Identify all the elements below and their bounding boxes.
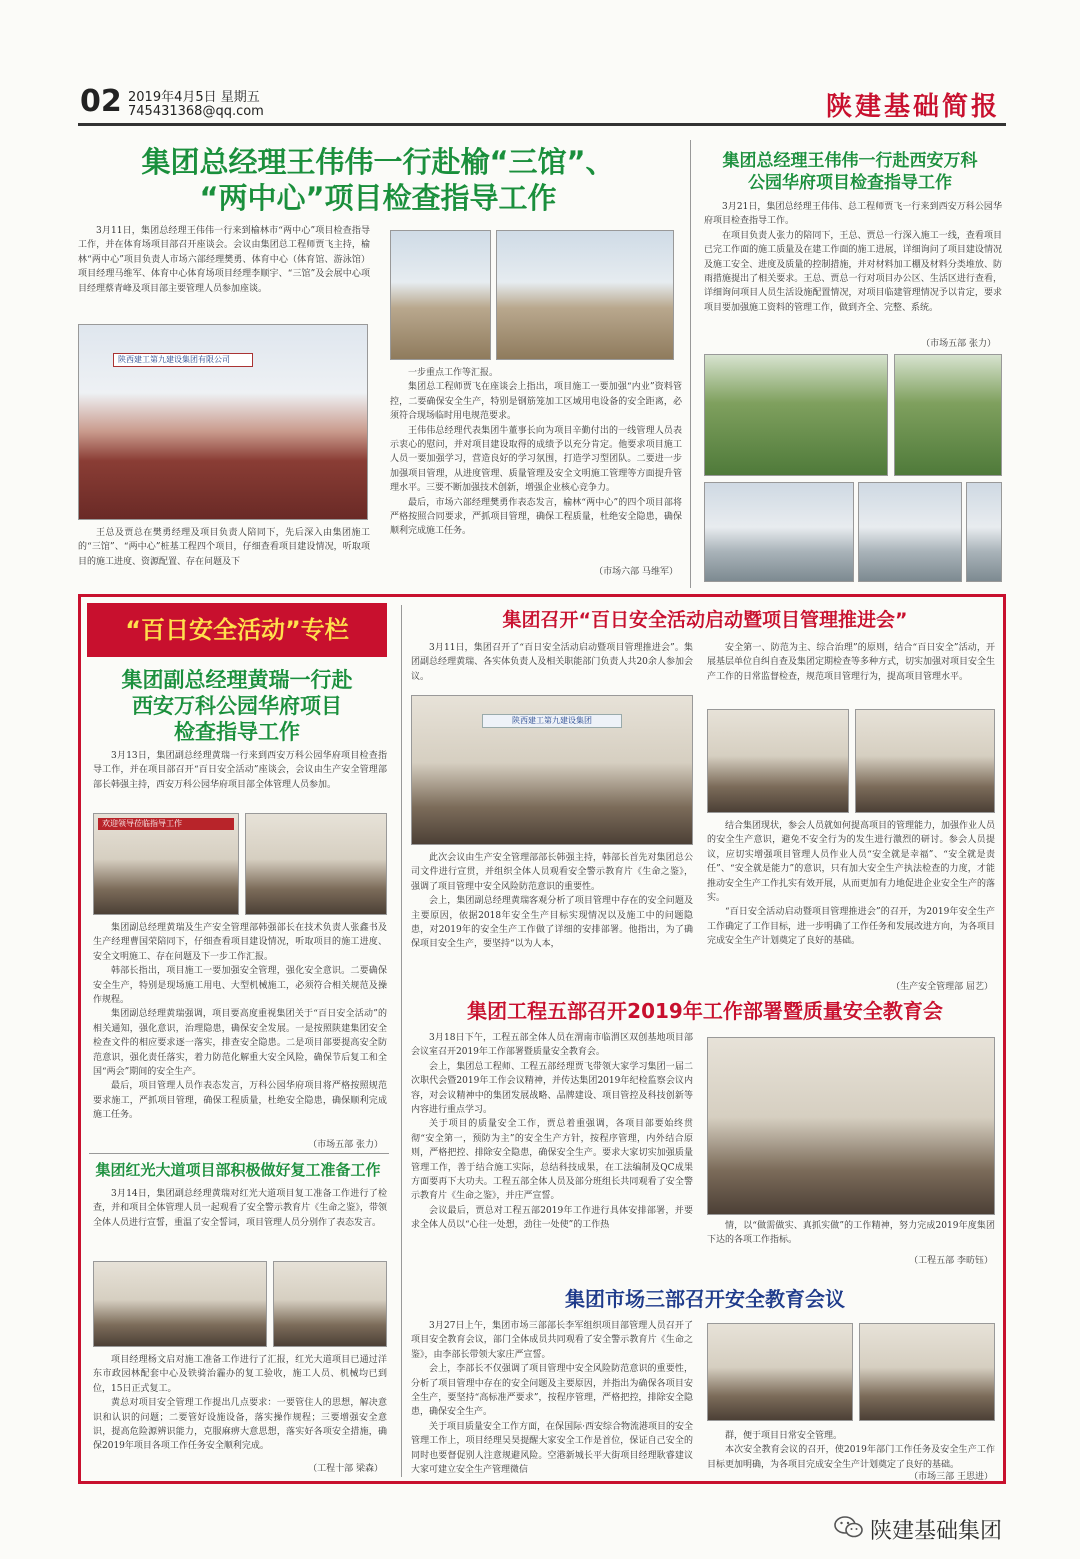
meeting-photo [707, 1037, 995, 1215]
divider [89, 1153, 389, 1154]
page-header [78, 78, 1006, 126]
meeting-photo [245, 813, 387, 915]
article-text: 项目经理杨文启对施工准备工作进行了汇报，红光大道项目已通过洋东市政园林配套中心及铁骑治霾办的复工验收，施工人员、机械均已到位，15日正式复工。 黄总对项目安全管理工作提出几点要求：一要管住人的思想，解决意识和认识的问题；二要管好设施设备，落实操作规程；三要增强安全意识，提高危险源辨识能力，克服麻痹大意思想，落实好各项安全措施，确保2019年项目各项工作任务安全顺利完成。 [93, 1355, 387, 1452]
article-text-right: 一步重点工作等汇报。 集团总工程师贾飞在座谈会上指出，项目施工一要加强“内业”资料管控，二要确保安全生产，特别是钢筋笼加工区域用电设备的安全距离，必须符合现场临时用电规范要求。 王伟伟总经理代表集团牛董事长向为项目辛勤付出的一线管理人员表示衷心的慰问，并对项目建设取得的成绩予以充分肯定。他要求项目施工人员一要加强学习，营造良好的学习氛围，打造学习型团队。二要进一步加强项目管理，从进度管理、质量管理及安全文明施工管理等方面提升管理水平。三要不断加强技术创新，增强企业核心竞争力。 最后，市场六部经理樊勇作表态发言，榆林“两中心”的四个项目部将严格按照合同要求，严抓项目管理，确保工程质量，杜绝安全隐患，确保顺利完成施工任务。 [390, 368, 682, 537]
byline: （工程十部 梁森） [308, 1464, 383, 1474]
article-text: 集团副总经理黄瑞及生产安全管理部韩强部长在技术负责人张鑫书及生产经理曹国荣陪同下，仔细查看项目建设情况，听取项目的施工进度、安全文明施工、存在问题及下一步工作汇报。 韩部长指出，项目施工一要加强安全管理，强化安全意识。二要确保安全生产，特别是现场施工用电、大型机械施工，必须符合相关规范及操作规程。 集团副总经理黄瑞强调，项目要高度重视集团关于“百日安全活动”的相关通知，强化意识，治理隐患，确保安全发展。一是按照陕建集团安全检查文件的相应要求逐一落实，排查安全隐患。二是项目部要提高安全防范意识，强化责任落实，着力防范化解重大安全风险，确保节后复工和全国“两会”期间的安全生产。 最后，项目管理人员作表态发言，万科公园华府项目将严格按照规范要求施工，严抓项目管理，确保工程质量，杜绝安全隐患，确保顺利完成施工任务。 [93, 923, 387, 1121]
site-office-photo [858, 482, 962, 582]
site-inspection-photo [894, 354, 1002, 476]
article-title: 集团工程五部召开2019年工作部署暨质量安全教育会 [467, 999, 943, 1023]
site-photo [390, 230, 491, 360]
article-text-right: 结合集团现状，参会人员就如何提高项目的管理能力，加强作业人员的安全生产意识，避免不安全行为的发生进行激烈的研讨。参会人员提议，应切实增强项目管理人员作业人员“安全就是幸福”、“安全就是责任”、“安全就是能力”的意识，只有加大安全生产执法检查的力度，才能推动安全生产工作扎实有效开展，从而更加有力地促进企业安全生产的落实。 “百日安全活动启动暨项目管理推进会”的召开，为2019年安全生产工作确定了工作目标，进一步明确了工作任务和发展改进方向，为各项目完成安全生产计划奠定了良好的基础。 [707, 821, 995, 947]
site-office-photo [704, 482, 854, 582]
meeting-photo [273, 1261, 387, 1347]
company-banner: 陕西建工第九建设集团 [482, 714, 622, 728]
meeting-photo [93, 813, 239, 915]
site-office-photo [966, 482, 1002, 582]
byline: （市场五部 张力） [308, 1140, 383, 1150]
byline: （市场三部 王思进） [909, 1472, 993, 1482]
byline: （工程五部 李昉钰） [909, 1256, 993, 1266]
column-divider [401, 605, 402, 1477]
contact-email[interactable]: 745431368@qq.com [128, 104, 264, 119]
site-photo [496, 230, 674, 360]
page-number: 02 [80, 84, 122, 119]
masthead: 陕建基础简报 [825, 92, 1000, 122]
newspaper-page [78, 78, 1006, 1484]
issue-date: 2019年4月5日 星期五 [128, 90, 260, 105]
meeting-photo [859, 1323, 995, 1421]
meeting-photo [707, 1323, 853, 1421]
article-text-left: 王总及贾总在樊勇经理及项目负责人陪同下，先后深入由集团施工的“三馆”、“两中心”桩基工程四个项目，仔细查看项目建设情况，听取项目的施工进度、资源配置、存在问题及下 [78, 528, 370, 567]
wechat-account-name: 陕建基础集团 [870, 1519, 1003, 1544]
article-title: 集团总经理王伟伟一行赴西安万科 公园华府项目检查指导工作 [722, 151, 978, 193]
article-text: 3月21日，集团总经理王伟伟、总工程师贾飞一行来到西安万科公园华府项目检查指导工作。 在项目负责人张力的陪同下，王总、贾总一行深入施工一线，查看项目已完工作面的施工质量及在建工作面的施工进展，详细询问了项目建设情况及施工安全、进度及质量的控制措施，并对材料加工棚及材料分类堆放、防雨措施提出了相关要求。王总、贾总一行对项目办公区、生活区进行查看，详细询问项目人员生活设施配置情况，对项目临建管理情况予以肯定，要求项目要加强施工资料的管理工作，做到齐全、完整、系统。 [704, 202, 1002, 313]
article-intro: 3月11日，集团总经理王伟伟一行来到榆林市“两中心”项目检查指导工作，并在体育场项目部召开座谈会。会议由集团总工程师贾飞主持，榆林“两中心”项目负责人市场六部经理樊勇、体育中心（体育馆、游泳馆）项目经理马维军、体育中心体育场项目经理李顺宇、“三馆”及会展中心项目经理蔡青峰及项目部主要管理人员参加座谈。 [78, 226, 370, 294]
article-intro: 3月13日，集团副总经理黄瑞一行来到西安万科公园华府项目检查指导工作，并在项目部召开“百日安全活动”座谈会，会议由生产安全管理部部长韩强主持，西安万科公园华府项目部全体管理人员参加。 [93, 751, 387, 790]
article-tail: 群，便于项目日常安全管理。 本次安全教育会议的召开，使2019年部门工作任务及安全生产工作目标更加明确，为各项目完成安全生产计划奠定了良好的基础。 [707, 1431, 995, 1470]
article-title: 集团总经理王伟伟一行赴榆“三馆”、 “两中心”项目检查指导工作 [141, 145, 615, 215]
meeting-photo [855, 709, 995, 813]
article-text: 3月27日上午，集团市场三部部长李军组织项目部管理人员召开了项目安全教育会议，部门全体成员共同观看了安全警示教育片《生命之鉴》，由李部长带领大家庄严宣誓。 会上，李部长不仅强调了项目管理中安全风险防范意识的重要性，分析了项目管理中存在的安全问题及主要原因，并指出为确保各项目安全生产，要坚持“高标准严要求”，按程序管理，严格把控，排除安全隐患，确保安全生产。 关于项目质量安全工作方面，在保国际·西安综合物流港项目的安全管理工作上，项目经理吴昊提醒大家安全工作是首位，保证自己安全的同时也要督促别人注意规避风险。空港新城长平大街项目经理耿睿建议大家可建立安全生产管理微信 [411, 1321, 693, 1476]
byline: （市场五部 张力） [921, 339, 996, 349]
article-title: 集团召开“百日安全活动启动暨项目管理推进会” [502, 609, 908, 631]
meeting-photo [411, 695, 693, 845]
article-text: 3月18日下午，工程五部全体人员在渭南市临渭区双创基地项目部会议室召开2019年工作部署暨质量安全教育会。 会上，集团总工程师、工程五部经理贾飞带领大家学习集团一届二次职代会暨2019年工作会议精神，并传达集团2019年纪检监察会议内容，对会议精神中的集团发展战略、品牌建设、项目管控及科技创新等内容进行重点学习。 关于项目的质量安全工作，贾总着重强调，各项目部要始终贯彻“安全第一，预防为主”的安全生产方针，按程序管理，内外结合原则，严格把控、排除安全隐患，确保安全生产。要求大家切实加强质量管理工作，善于结合施工实际，总结科技成果，在工法编制及QC成果方面要再下大功夫。工程五部全体人员及部分班组长共同观看了安全警示教育片《生命之鉴》，并庄严宣誓。 会议最后，贾总对工程五部2019年工作进行具体安排部署，并要求全体人员以“心往一处想，劲往一处使”的工作热 [411, 1033, 693, 1231]
company-banner: 陕西建工第九建设集团有限公司 [113, 353, 253, 367]
safety-column-frame [78, 594, 1006, 1484]
site-inspection-photo [704, 354, 888, 476]
meeting-photo [78, 324, 368, 520]
article-title: 集团红光大道项目部积极做好复工准备工作 [95, 1161, 381, 1179]
article-title: 集团副总经理黄瑞一行赴 西安万科公园华府项目 检查指导工作 [121, 668, 353, 744]
byline: （市场六部 马维军） [594, 567, 678, 577]
meeting-photo [707, 709, 849, 813]
byline: （生产安全管理部 屈艺） [891, 982, 993, 992]
column-banner: “百日安全活动”专栏 [87, 603, 387, 657]
article-title: 集团市场三部召开安全教育会议 [565, 1287, 845, 1311]
article-tail: 情，以“做需做实、真抓实做”的工作精神，努力完成2019年度集团下达的各项工作指标。 [707, 1221, 995, 1246]
wechat-icon [834, 1516, 864, 1538]
article-text-right-top: 安全第一、防范为主、综合治理”的原则，结合“百日安全”活动，开展基层单位自纠自查及集团定期检查等多种方式，切实加强对项目安全生产工作的日常监督检查，规范项目管理行为，提高项目管理水平。 [707, 643, 995, 682]
column-divider [690, 140, 691, 588]
article-intro: 3月11日，集团召开了“百日安全活动启动暨项目管理推进会”。集团副总经理黄瑞、各实体负责人及相关职能部门负责人共20余人参加会议。 [411, 643, 693, 682]
article-text-left: 此次会议由生产安全管理部部长韩强主持，韩部长首先对集团总公司文件进行宣贯，并组织全体人员观看安全警示教育片《生命之鉴》，强调了项目管理中安全风险防范意识的重要性。 会上，集团副总经理黄瑞客观分析了项目管理中存在的安全问题及主要原因，依据2018年安全生产目标实现情况以及施工中的问题隐患，对2019年的安全生产工作做了详细的安排部署。他指出，为了确保项目安全生产，要坚持“以为人本， [411, 853, 693, 950]
welcome-banner: 欢迎领导莅临指导工作 [98, 818, 234, 830]
article-intro: 3月14日，集团副总经理黄瑞对红光大道项目复工准备工作进行了检查，并和项目全体管理人员一起观看了安全警示教育片《生命之鉴》，带领全体人员进行宣誓，重温了安全誓词，项目管理人员分别作了表态发言。 [93, 1189, 387, 1228]
meeting-photo [93, 1261, 267, 1347]
